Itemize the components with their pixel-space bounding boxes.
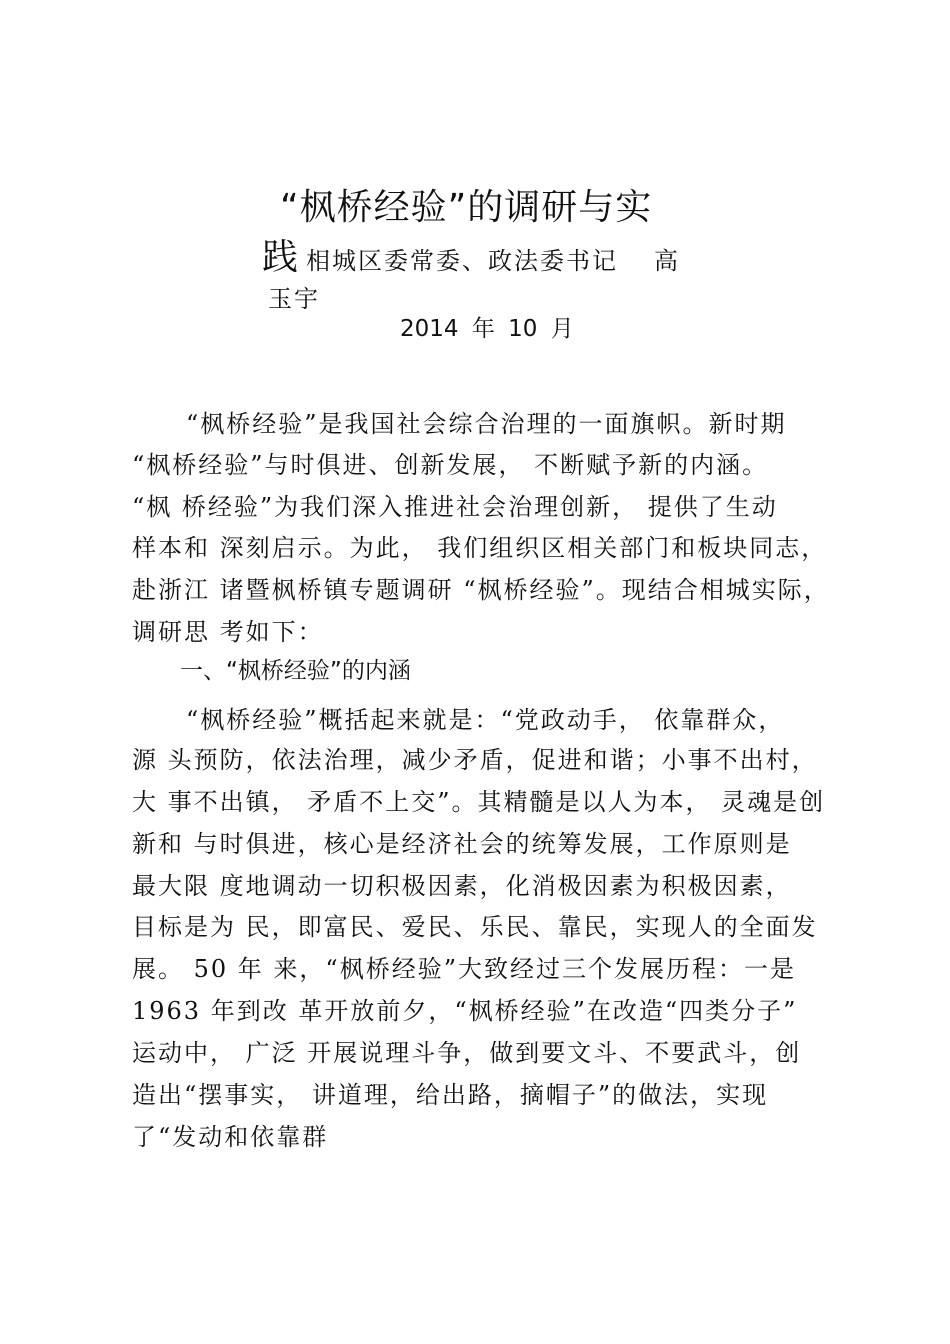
paragraph-1-line: 样本和 深刻启示。为此， 我们组织区相关部门和板块同志，	[132, 534, 828, 562]
document-title: “枫桥经验”的调研与实	[280, 187, 653, 228]
paragraph-2-line: 新和 与时俱进，核心是经济社会的统筹发展，工作原则是	[132, 830, 792, 858]
paragraph-2-line: 源 头预防，依法治理，减少矛盾，促进和谐；小事不出村，	[132, 746, 818, 774]
paragraph-1-line: “枫桥经验”是我国社会综合治理的一面旗帜。新时期	[186, 410, 787, 438]
paragraph-2-line: 运动中， 广泛 开展说理斗争，做到要文斗、不要武斗，创	[132, 1039, 802, 1067]
author-byline: 相城区委常委、政法委书记	[306, 247, 619, 275]
paragraph-2-line: 大 事不出镇， 矛盾不上交”。其精髓是以人为本， 灵魂是创	[132, 788, 826, 816]
document-date: 2014 年 10 月	[400, 316, 574, 342]
paragraph-1-line: “枫桥经验”与时俱进、创新发展， 不断赋予新的内涵。	[132, 451, 769, 479]
paragraph-2-line: 造出“摆事实， 讲道理，给出路，摘帽子”的做法，实现	[132, 1081, 769, 1109]
paragraph-2-line: “枫桥经验”概括起来就是：“党政动手， 依靠群众，	[186, 706, 785, 734]
paragraph-2-line: 最大限 度地调动一切积极因素，化消极因素为积极因素，	[132, 872, 792, 900]
paragraph-2-line: 1963 年到改 革开放前夕，“枫桥经验”在改造“四类分子”	[132, 997, 798, 1025]
author-name-start: 高	[654, 247, 681, 275]
paragraph-1-line: 赴浙江 诸暨枫桥镇专题调研 “枫桥经验”。现结合相城实际，	[132, 576, 830, 604]
author-name-end: 玉宇	[268, 285, 320, 313]
section-heading: 一、“枫桥经验”的内涵	[180, 658, 411, 684]
paragraph-1-line: 调研思 考如下：	[132, 618, 324, 646]
paragraph-2-line: 展。 50 年 来，“枫桥经验”大致经过三个发展历程：一是	[132, 955, 796, 983]
title-and-byline-row	[262, 234, 680, 282]
paragraph-2-line: 目标是为 民，即富民、爱民、乐民、靠民，实现人的全面发	[132, 913, 818, 941]
document-title-continued: 践	[262, 237, 299, 278]
paragraph-1-line: “枫 桥经验”为我们深入推进社会治理创新， 提供了生动	[132, 493, 778, 521]
paragraph-2-line: 了“发动和依靠群	[132, 1123, 329, 1151]
